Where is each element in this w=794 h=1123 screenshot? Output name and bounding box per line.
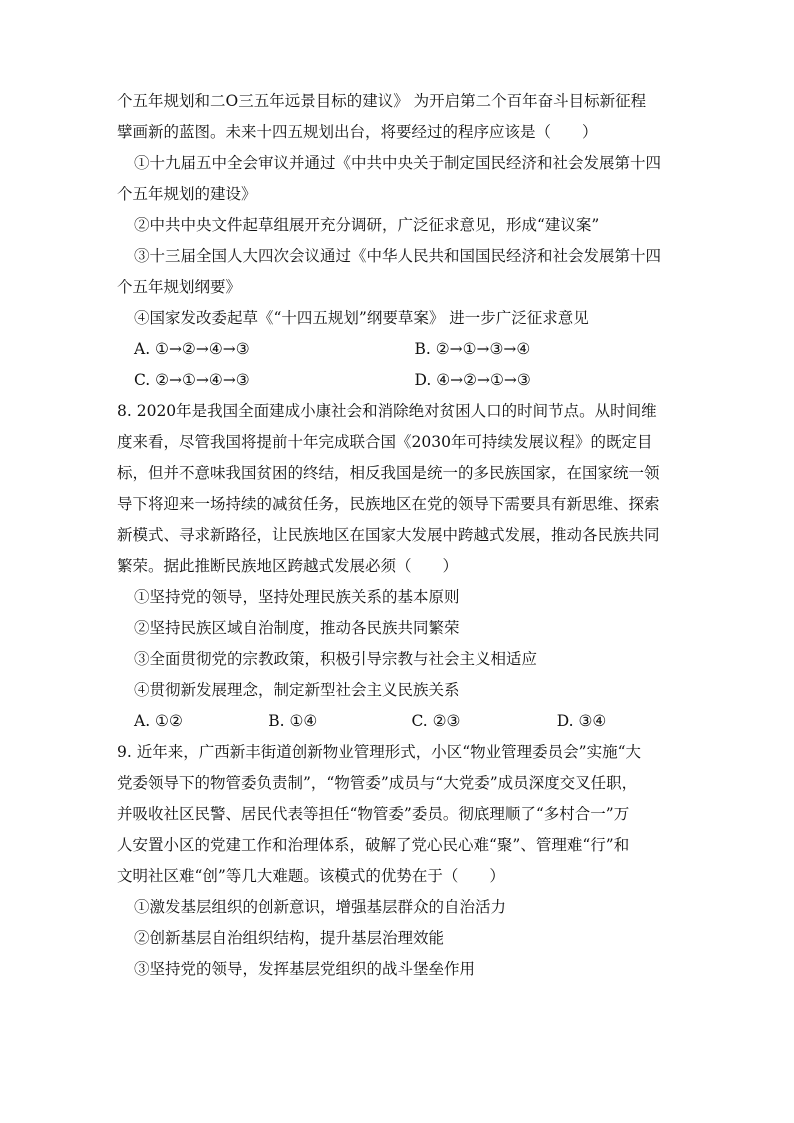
- question-7-option-b: B. ②→①→③→④: [414, 340, 531, 358]
- question-8-stem-line-4: 导下将迎来一场持续的减贫任务，民族地区在党的领导下需要具有新思维、探索: [117, 495, 660, 513]
- question-8-option-a: A. ①②: [134, 712, 183, 730]
- question-8-item-1: ①坚持党的领导，坚持处理民族关系的基本原则: [134, 588, 460, 606]
- question-9-stem-line-4: 人安置小区的党建工作和治理体系，破解了党心民心难“聚”、管理难“行”和: [117, 836, 630, 854]
- question-8-item-2: ②坚持民族区域自治制度，推动各民族共同繁荣: [134, 619, 460, 637]
- question-8: [117, 396, 682, 737]
- question-7-stem-line-2: 擘画新的蓝图。未来十四五规划出台，将要经过的程序应该是（ ）: [117, 123, 598, 141]
- question-9-item-1: ①激发基层组织的创新意识，增强基层群众的自治活力: [134, 898, 507, 916]
- question-8-option-c: C. ②③: [411, 712, 461, 730]
- question-8-option-d: D. ③④: [556, 712, 607, 730]
- question-9-item-2: ②创新基层自治组织结构，提升基层治理效能: [134, 929, 445, 947]
- question-7-option-d: D. ④→②→①→③: [414, 371, 531, 389]
- question-8-stem-line-3: 标，但并不意味我国贫困的终结，相反我国是统一的多民族国家，在国家统一领: [117, 464, 660, 482]
- question-7-item-3: ③十三届全国人大四次会议通过《中华人民共和国国民经济和社会发展第十四: [134, 247, 662, 265]
- question-7-item-4: ④国家发改委起草《“十四五规划”纲要草案》 进一步广泛征求意见: [134, 309, 589, 327]
- question-9: [117, 737, 682, 985]
- question-7-stem-line-1: 个五年规划和二O三五年远景目标的建议》 为开启第二个百年奋斗目标新征程: [117, 92, 647, 110]
- question-8-item-4: ④贯彻新发展理念，制定新型社会主义民族关系: [134, 681, 460, 699]
- question-9-stem-line-5: 文明社区难“创”等几大难题。该模式的优势在于（ ）: [117, 867, 505, 885]
- question-8-stem-line-2: 度来看，尽管我国将提前十年完成联合国《2030年可持续发展议程》的既定目: [117, 433, 653, 451]
- question-8-stem-line-5: 新模式、寻求新路径，让民族地区在国家大发展中跨越式发展，推动各民族共同: [117, 526, 660, 544]
- question-8-stem-line-6: 繁荣。据此推断民族地区跨越式发展必须（ ）: [117, 557, 459, 575]
- question-7-item-3-cont: 个五年规划纲要》: [117, 278, 242, 296]
- question-9-stem-line-2: 党委领导下的物管委负责制”，“物管委”成员与“大党委”成员深度交叉任职，: [117, 774, 638, 792]
- question-7: [117, 86, 682, 396]
- question-content: [117, 86, 682, 985]
- question-7-option-a: A. ①→②→④→③: [134, 340, 250, 358]
- question-7-item-2: ②中共中央文件起草组展开充分调研，广泛征求意见，形成“建议案”: [134, 216, 600, 234]
- question-7-item-1: ①十九届五中全会审议并通过《中共中央关于制定国民经济和社会发展第十四: [134, 154, 662, 172]
- question-9-stem-line-3: 并吸收社区民警、居民代表等担任“物管委”委员。彻底理顺了“多村合一”万: [117, 805, 630, 823]
- question-8-options-row: [117, 706, 682, 737]
- question-9-item-3: ③坚持党的领导，发挥基层党组织的战斗堡垒作用: [134, 960, 476, 978]
- question-8-stem-line-1: 8. 2020年是我国全面建成小康社会和消除绝对贫困人口的时间节点。从时间维: [117, 402, 657, 420]
- question-7-options-row-2: [117, 365, 682, 396]
- question-8-item-3: ③全面贯彻党的宗教政策，积极引导宗教与社会主义相适应: [134, 650, 538, 668]
- question-7-item-1-cont: 个五年规划的建设》: [117, 185, 257, 203]
- question-7-options-row-1: [117, 334, 682, 365]
- question-8-option-b: B. ①④: [268, 712, 318, 730]
- question-9-stem-line-1: 9. 近年来，广西新丰街道创新物业管理形式，小区“物业管理委员会”实施“大: [117, 743, 641, 761]
- question-7-option-c: C. ②→①→④→③: [134, 371, 250, 389]
